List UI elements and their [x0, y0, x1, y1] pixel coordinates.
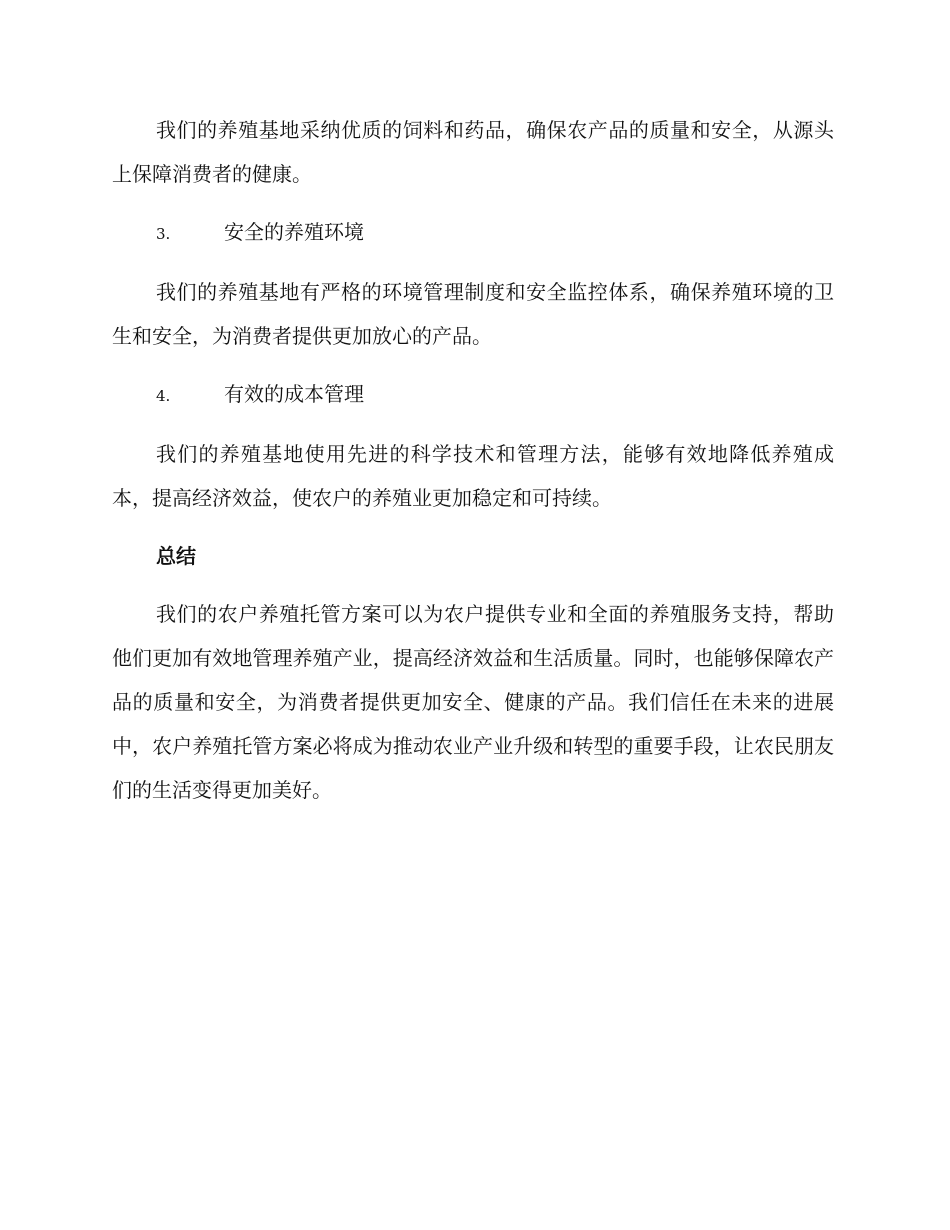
list-number: 4.	[156, 387, 171, 405]
list-title: 安全的养殖环境	[224, 220, 364, 244]
summary-heading: 总结	[156, 544, 196, 568]
list-item-body: 我们的养殖基地使用先进的科学技术和管理方法，能够有效地降低养殖成本，提高经济效益，使农户的养殖业更加稳定和可持续。	[112, 442, 834, 510]
summary-paragraph: 我们的农户养殖托管方案可以为农户提供专业和全面的养殖服务支持，帮助他们更加有效地管理养殖产业，提高经济效益和生活质量。同时，也能够保障农产品的质量和安全，为消费者提供更加安全、健康的产品。我们信任在未来的进展中，农户养殖托管方案必将成为推动农业产业升级和转型的重要手段，让农民朋友们的生活变得更加美好。	[112, 602, 834, 802]
list-item-body: 我们的养殖基地有严格的环境管理制度和安全监控体系，确保养殖环境的卫生和安全，为消费者提供更加放心的产品。	[112, 280, 834, 348]
document-body	[112, 108, 834, 812]
list-title: 有效的成本管理	[224, 382, 364, 406]
list-number: 3.	[156, 225, 171, 243]
intro-paragraph: 我们的养殖基地采纳优质的饲料和药品，确保农产品的质量和安全，从源头上保障消费者的健康。	[112, 118, 834, 186]
list-item-heading-3	[112, 210, 834, 256]
list-item-heading-4	[112, 372, 834, 418]
